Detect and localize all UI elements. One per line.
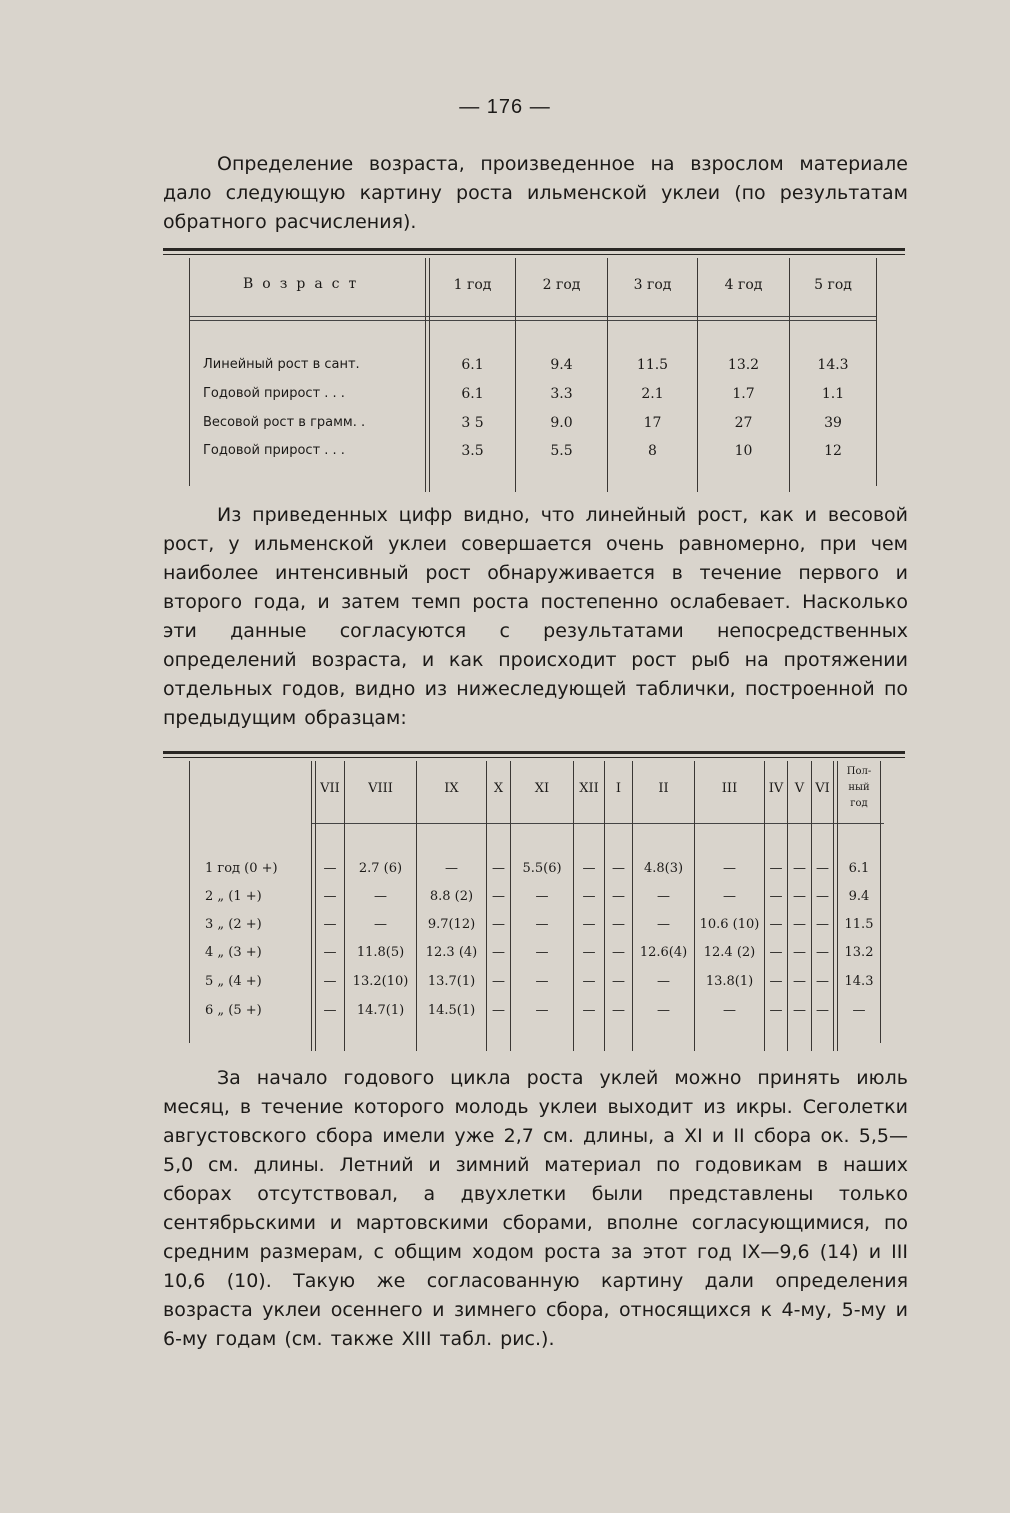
- table-cell: 10: [734, 443, 753, 459]
- table-divider: [189, 761, 190, 1043]
- table-cell: —: [793, 974, 806, 989]
- table-cell: —: [816, 945, 829, 960]
- table-cell: —: [657, 974, 670, 989]
- table-cell: —: [612, 974, 625, 989]
- table-cell: —: [723, 1003, 736, 1018]
- table-cell: —: [492, 974, 505, 989]
- full-year-header-line: ный: [848, 782, 870, 793]
- table-cell: 9.4: [848, 889, 870, 904]
- table-cell: 12.4 (2): [703, 945, 756, 960]
- table-row-label: 4 „ (3 +): [205, 945, 262, 960]
- table-col-header: 2 год: [542, 277, 581, 293]
- table-cell: 1.1: [821, 386, 845, 402]
- table-cell: 14.3: [817, 357, 849, 373]
- table-cell: 12.6(4): [639, 945, 688, 960]
- table-cell: —: [769, 917, 783, 932]
- table-divider: [833, 761, 834, 1051]
- table-cell: —: [769, 1003, 783, 1018]
- paragraph-conclusion: За начало годового цикла роста уклей можно принять июль месяц, в течение которого молодь уклеи выходит из икры. Сеголетки августовского сбора имели уже 2,7 см. длины, а XI и II сбора ок. 5,5—5,0 см. длины. Летний и зимний материал по годовикам в наших сборах отсутствовал, а двухлетки были представлены только сентябрьскими и мартовскими сборами, вполне согласующимися, по средним размерам, с общим ходом роста за этот год IX—9,6 (14) и III 10,6 (10). Такую же согласованную картину дали определения возраста уклеи осеннего и зимнего сбора, относящихся к 4-му, 5-му и 6-му годам (см. также XIII табл. рис.).: [163, 1067, 908, 1350]
- table-cell: 27: [734, 415, 753, 431]
- table-cell: 3.3: [550, 386, 573, 402]
- table-cell: —: [374, 889, 387, 904]
- month-header-i: I: [615, 781, 622, 796]
- table-cell: 8: [648, 443, 657, 459]
- table-cell: —: [492, 917, 505, 932]
- table-header-age: Возраст: [243, 276, 366, 292]
- table-cell: —: [723, 889, 736, 904]
- table-cell: —: [582, 974, 596, 989]
- full-year-header-line: год: [850, 798, 868, 809]
- table-cell: 11.5: [844, 917, 874, 932]
- table-cell: 9.4: [550, 357, 573, 373]
- table-cell: —: [492, 861, 505, 876]
- table-cell: —: [582, 889, 596, 904]
- page-number: — 176 —: [459, 96, 551, 118]
- table-rule: [190, 320, 876, 321]
- table-cell: 10.6 (10): [699, 917, 760, 932]
- table-cell: 9.0: [550, 415, 573, 431]
- table-cell: —: [582, 1003, 596, 1018]
- table-col-header: 4 год: [724, 277, 763, 293]
- table-cell: —: [323, 974, 337, 989]
- table-cell: —: [374, 917, 387, 932]
- table-cell: —: [793, 945, 806, 960]
- table-cell: —: [582, 917, 596, 932]
- table-cell: —: [793, 1003, 806, 1018]
- month-header-vi: VI: [815, 781, 830, 796]
- month-header-iii: III: [721, 781, 738, 796]
- table-rule: [163, 248, 905, 251]
- table-cell: 2.1: [641, 386, 664, 402]
- table-cell: —: [535, 917, 549, 932]
- table-cell: —: [612, 861, 625, 876]
- table-col-header: 1 год: [453, 277, 492, 293]
- month-header-vii: VII: [320, 781, 340, 796]
- table-cell: 5.5: [550, 443, 573, 459]
- table-cell: 13.2: [844, 945, 874, 960]
- table-cell: 14.3: [844, 974, 874, 989]
- table-cell: 3.5: [461, 443, 484, 459]
- table-cell: 11.8(5): [356, 945, 405, 960]
- month-header-viii: VIII: [368, 781, 393, 796]
- table-cell: —: [582, 945, 596, 960]
- table-cell: —: [816, 861, 829, 876]
- table-cell: —: [852, 1003, 866, 1018]
- table-cell: —: [816, 917, 829, 932]
- table-cell: 3 5: [461, 415, 484, 431]
- table-row-label: 1 год (0 +): [205, 861, 278, 876]
- table-cell: —: [323, 1003, 337, 1018]
- table-rule: [190, 316, 876, 317]
- table-cell: —: [535, 974, 549, 989]
- table-cell: —: [323, 861, 337, 876]
- table-cell: —: [657, 889, 670, 904]
- table-cell: 13.8(1): [705, 974, 754, 989]
- table-cell: —: [612, 889, 625, 904]
- table-cell: —: [723, 861, 736, 876]
- table-cell: 11.5: [636, 357, 669, 373]
- table-cell: —: [612, 1003, 625, 1018]
- table-cell: —: [445, 861, 458, 876]
- month-header-xii: XII: [579, 781, 599, 796]
- table-col-header: 3 год: [633, 277, 672, 293]
- table-cell: 13.7(1): [427, 974, 476, 989]
- month-header-xi: XI: [534, 781, 550, 796]
- table-cell: 17: [643, 415, 662, 431]
- table-cell: 5.5(6): [522, 861, 562, 876]
- table-cell: —: [492, 889, 505, 904]
- table-cell: 14.7(1): [356, 1003, 405, 1018]
- table-cell: 9.7(12): [427, 917, 476, 932]
- month-header-ix: IX: [444, 781, 459, 796]
- table-cell: 1.7: [732, 386, 755, 402]
- table-divider: [425, 258, 426, 492]
- table-divider: [189, 258, 190, 486]
- table-rule: [163, 757, 905, 758]
- table-cell: 2.7 (6): [358, 861, 403, 876]
- table-divider: [880, 761, 881, 1043]
- table-rule: [163, 751, 905, 754]
- table-cell: 13.2(10): [352, 974, 409, 989]
- table-row-label: Весовой рост в грамм. .: [203, 415, 366, 430]
- table-cell: 12.3 (4): [425, 945, 478, 960]
- month-header-x: X: [493, 781, 504, 796]
- table-cell: —: [769, 861, 783, 876]
- table-cell: —: [323, 917, 337, 932]
- table-cell: 6.1: [848, 861, 870, 876]
- table-row-label: 2 „ (1 +): [205, 889, 262, 904]
- full-year-header: [838, 764, 880, 812]
- table-cell: 12: [824, 443, 842, 459]
- table-cell: —: [323, 889, 337, 904]
- table-divider: [311, 761, 312, 1051]
- month-header-ii: II: [658, 781, 669, 796]
- table-row-label: Годовой прирост . . .: [203, 386, 345, 401]
- table-row-label: 6 „ (5 +): [205, 1003, 262, 1018]
- table-cell: —: [582, 861, 596, 876]
- table-rule: [312, 823, 884, 824]
- table-cell: —: [657, 917, 670, 932]
- table-cell: —: [535, 1003, 549, 1018]
- table-cell: —: [323, 945, 337, 960]
- table-cell: —: [769, 889, 783, 904]
- table-cell: —: [657, 1003, 670, 1018]
- table-cell: 14.5(1): [427, 1003, 476, 1018]
- table-cell: —: [492, 945, 505, 960]
- table-cell: —: [612, 945, 625, 960]
- table-cell: 13.2: [727, 357, 760, 373]
- table-cell: —: [492, 1003, 505, 1018]
- table-cell: 39: [824, 415, 842, 431]
- table-cell: —: [612, 917, 625, 932]
- table-cell: —: [816, 974, 829, 989]
- table-cell: 4.8(3): [643, 861, 684, 876]
- table-row-label: 3 „ (2 +): [205, 917, 262, 932]
- table-cell: —: [535, 889, 549, 904]
- table-row-label: Годовой прирост . . .: [203, 443, 345, 458]
- month-header-iv: IV: [768, 781, 784, 796]
- table-cell: 6.1: [461, 386, 484, 402]
- month-header-v: V: [794, 781, 805, 796]
- table-divider: [876, 258, 877, 486]
- table-cell: 6.1: [461, 357, 484, 373]
- table-cell: —: [793, 861, 806, 876]
- table-cell: —: [535, 945, 549, 960]
- table-cell: 8.8 (2): [429, 889, 474, 904]
- table-cell: —: [816, 889, 829, 904]
- full-year-header-line: Пол-: [846, 766, 872, 777]
- paragraph-analysis: Из приведенных цифр видно, что линейный рост, как и весовой рост, у ильменской уклеи совершается очень равномерно, при чем наиболее интенсивный рост обнаруживается в течение первого и второго года, и затем темп роста постепенно ослабевает. Насколько эти данные согласуются с результатами непосредственных определений возраста, и как происходит рост рыб на протяжении отдельных годов, видно из нижеследующей таблички, построенной по предыдущим образцам:: [163, 504, 908, 729]
- table-cell: —: [793, 917, 806, 932]
- table-cell: —: [816, 1003, 829, 1018]
- table-row-label: Линейный рост в сант.: [203, 357, 360, 372]
- table-cell: —: [769, 945, 783, 960]
- table-cell: —: [793, 889, 806, 904]
- table-cell: —: [769, 974, 783, 989]
- table-rule: [163, 254, 905, 255]
- table-col-header: 5 год: [814, 277, 852, 293]
- paragraph-intro: Определение возраста, произведенное на взрослом материале дало следующую картину роста ильменской уклеи (по результатам обратного расчисления).: [163, 153, 908, 233]
- table-row-label: 5 „ (4 +): [205, 974, 262, 989]
